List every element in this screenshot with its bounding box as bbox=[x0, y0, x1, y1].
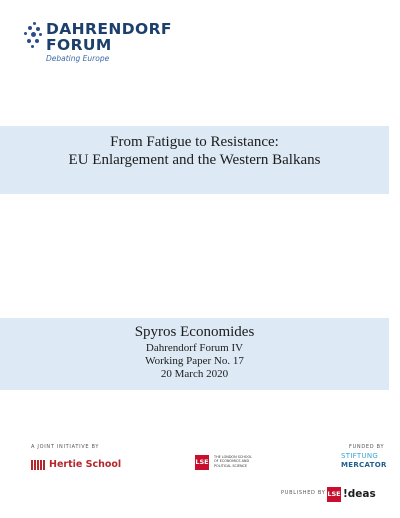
joint-initiative-label: A JOINT INITIATIVE BY bbox=[31, 444, 100, 450]
published-by-label: PUBLISHED BY bbox=[281, 490, 326, 496]
lse-name-line1: THE LONDON SCHOOL bbox=[214, 455, 253, 459]
title-line2: EU Enlargement and the Western Balkans bbox=[68, 152, 321, 168]
author-band bbox=[0, 318, 389, 390]
paper-date: 20 March 2020 bbox=[160, 368, 229, 380]
lse-badge: LSE bbox=[195, 455, 209, 470]
lse-name-line3: POLITICAL SCIENCE bbox=[214, 463, 248, 468]
funded-by-label: FUNDED BY bbox=[349, 444, 385, 450]
hertie-school-label: Hertie School bbox=[49, 459, 122, 470]
dahrendorf-forum-logo bbox=[24, 21, 224, 67]
funder-line2: MERCATOR bbox=[341, 461, 387, 469]
lse-name bbox=[214, 455, 252, 468]
logo-line2: FORUM bbox=[46, 36, 112, 54]
logo-dots-icon bbox=[24, 22, 44, 50]
hertie-bars-icon bbox=[31, 460, 45, 470]
lse-name-line2: OF ECONOMICS AND bbox=[214, 459, 250, 464]
title-band bbox=[0, 126, 389, 194]
title-line1: From Fatigue to Resistance: bbox=[110, 134, 279, 150]
ideas-lse-badge: LSE bbox=[327, 487, 341, 502]
logo-wordmark bbox=[46, 21, 172, 53]
paper-number: Working Paper No. 17 bbox=[145, 355, 244, 367]
funder-line1: STIFTUNG bbox=[341, 452, 379, 460]
author-name: Spyros Economides bbox=[134, 324, 255, 340]
lse-ideas-label: !deas bbox=[343, 488, 376, 500]
logo-tagline: Debating Europe bbox=[46, 54, 110, 63]
series-name: Dahrendorf Forum IV bbox=[145, 342, 244, 354]
stiftung-mercator-logo bbox=[341, 452, 387, 470]
logo-line1: DAHRENDORF bbox=[46, 20, 172, 38]
